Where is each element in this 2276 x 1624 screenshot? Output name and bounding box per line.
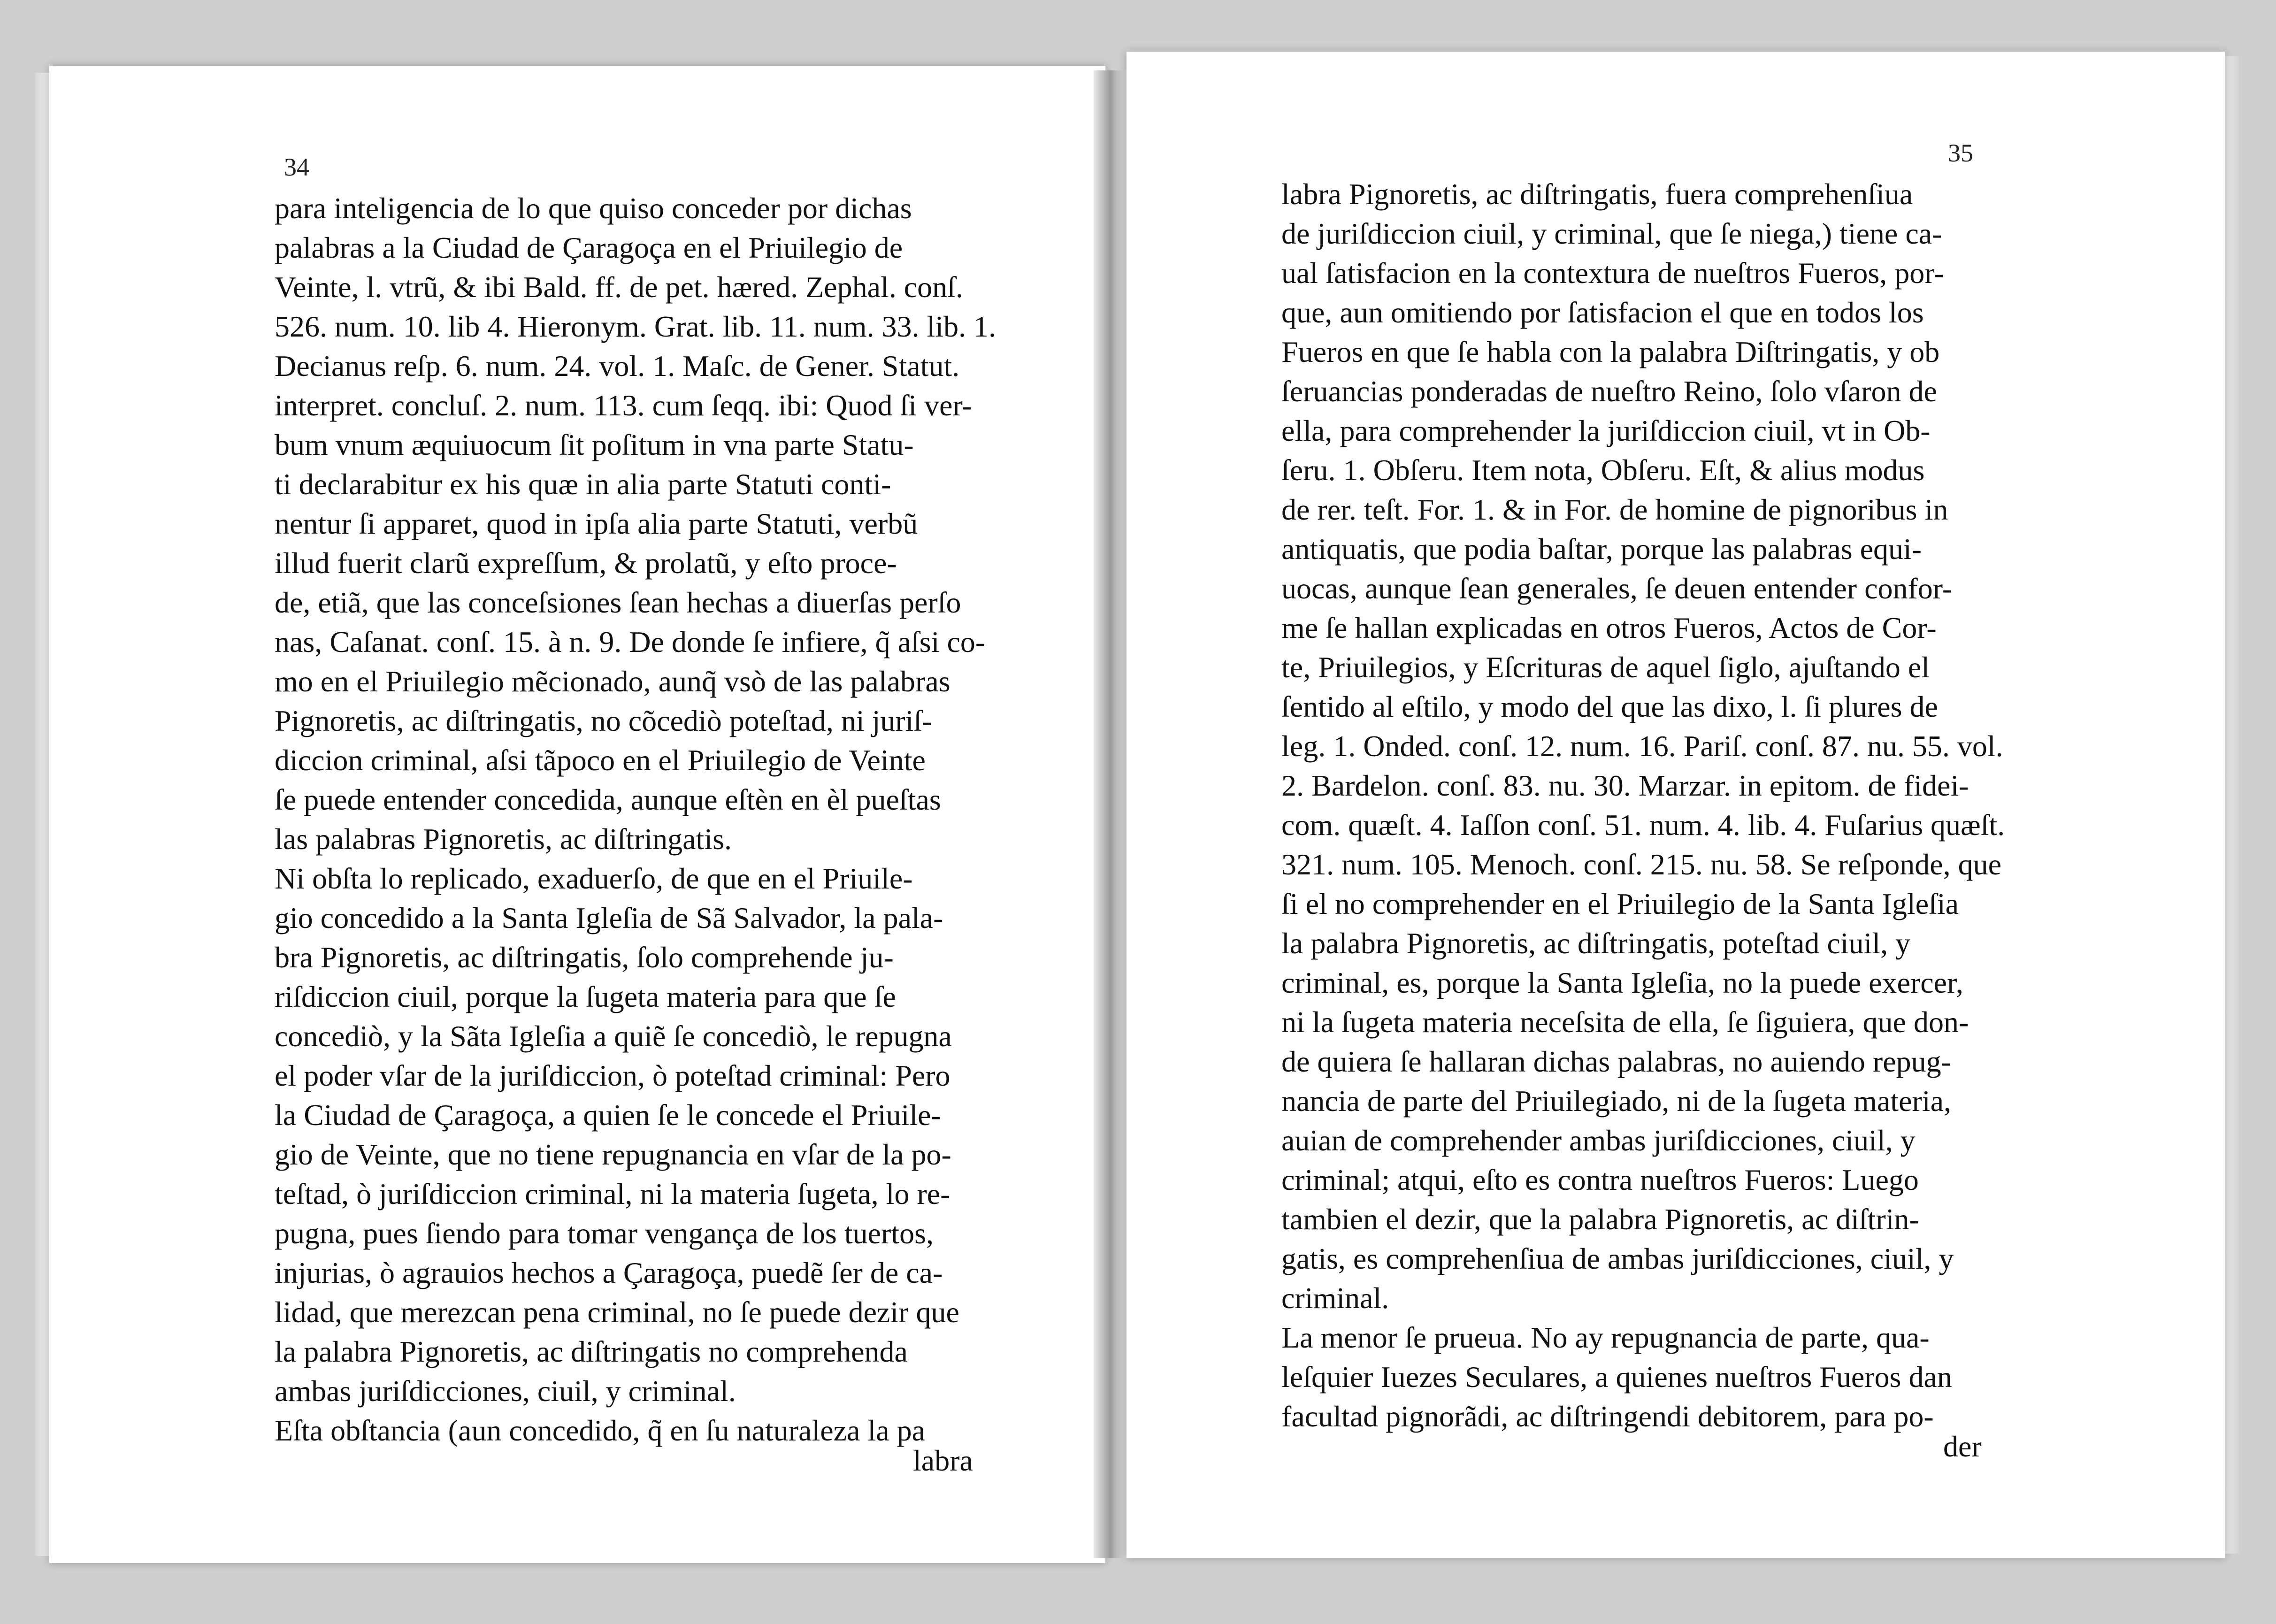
text-line: gio concedido a la Santa Igleſia de Sã Salvador, la pala- (275, 901, 943, 935)
text-line: criminal. (1281, 1281, 1389, 1315)
catchword-left: labra (913, 1444, 973, 1477)
text-line: te, Priuilegios, y Eſcrituras de aquel ſiglo, ajuſtando el (1281, 651, 1930, 684)
text-line: la palabra Pignoretis, ac diſtringatis, poteſtad ciuil, y (1281, 927, 1911, 960)
text-line: ti declarabitur ex his quæ in alia parte Statuti conti- (275, 467, 891, 501)
text-line: de juriſdiccion ciuil, y criminal, que ſe niega,) tiene ca- (1281, 217, 1942, 250)
text-line: de quiera ſe hallaran dichas palabras, no auiendo repug- (1281, 1045, 1951, 1078)
text-line: facultad pignorãdi, ac diſtringendi debitorem, para po- (1281, 1400, 1934, 1433)
text-line: injurias, ò agrauios hechos a Çaragoça, puedẽ ſer de ca- (275, 1256, 943, 1289)
text-line: illud fuerit clarũ expreſſum, & prolatũ, y eſto proce- (275, 546, 897, 580)
text-line: leſquier Iuezes Seculares, a quienes nueſtros Fueros dan (1281, 1360, 1952, 1394)
text-line: antiquatis, que podia baſtar, porque las palabras equi- (1281, 532, 1922, 566)
text-line: Eſta obſtancia (aun concedido, q̃ en ſu naturaleza la pa (275, 1414, 926, 1447)
left-page (49, 66, 1105, 1563)
text-line: bra Pignoretis, ac diſtringatis, ſolo comprehende ju- (275, 941, 894, 974)
text-line: La menor ſe prueua. No ay repugnancia de parte, qua- (1281, 1321, 1930, 1354)
text-line: ni la ſugeta materia neceſsita de ella, ſe ſiguiera, que don- (1281, 1005, 1969, 1039)
page-number-left: 34 (284, 153, 309, 181)
text-line: ſi el no comprehender en el Priuilegio de la Santa Igleſia (1281, 887, 1959, 920)
text-line: ſeru. 1. Obſeru. Item nota, Obſeru. Eſt, & alius modus (1281, 453, 1925, 487)
text-line: concediò, y la Sãta Igleſia a quiẽ ſe concediò, le repugna (275, 1019, 952, 1053)
text-line: criminal, es, porque la Santa Igleſia, no la puede exercer, (1281, 966, 1963, 999)
text-line: 526. num. 10. lib 4. Hieronym. Grat. lib. 11. num. 33. lib. 1. (275, 310, 996, 343)
text-line: nas, Caſanat. conſ. 15. à n. 9. De donde ſe infiere, q̃ aſsi co- (275, 625, 986, 659)
page-number-right: 35 (1948, 139, 1973, 167)
text-line: Pignoretis, ac diſtringatis, no cõcediò poteſtad, ni juriſ- (275, 704, 932, 737)
text-line: labra Pignoretis, ac diſtringatis, fuera comprehenſiua (1281, 177, 1913, 211)
text-line: criminal; atqui, eſto es contra nueſtros Fueros: Luego (1281, 1163, 1919, 1196)
text-line: tambien el dezir, que la palabra Pignoretis, ac diſtrin- (1281, 1203, 1919, 1236)
right-page-body (1281, 175, 2018, 1436)
text-line: ual ſatisfacion en la contextura de nueſtros Fueros, por- (1281, 256, 1944, 290)
left-page-body (275, 189, 1007, 1450)
text-line: pugna, pues ſiendo para tomar vengança de los tuertos, (275, 1217, 934, 1250)
text-line: teſtad, ò juriſdiccion criminal, ni la materia ſugeta, lo re- (275, 1177, 950, 1210)
text-line: auian de comprehender ambas juriſdicciones, ciuil, y (1281, 1124, 1916, 1157)
text-line: gio de Veinte, que no tiene repugnancia en vſar de la po- (275, 1138, 951, 1171)
text-line: ſentido al eſtilo, y modo del que las dixo, l. ſi plures de (1281, 690, 1938, 723)
text-line: gatis, es comprehenſiua de ambas juriſdicciones, ciuil, y (1281, 1242, 1954, 1275)
text-line: Veinte, l. vtrũ, & ibi Bald. ff. de pet. hæred. Zephal. conſ. (275, 270, 963, 304)
text-line: ſe puede entender concedida, aunque eſtèn en èl pueſtas (275, 783, 941, 816)
text-line: ella, para comprehender la juriſdiccion ciuil, vt in Ob- (1281, 414, 1931, 447)
text-line: diccion criminal, aſsi tãpoco en el Priuilegio de Veinte (275, 743, 926, 777)
right-page (1127, 52, 2225, 1558)
text-line: leg. 1. Onded. conſ. 12. num. 16. Pariſ. conſ. 87. nu. 55. vol. (1281, 729, 2003, 763)
text-line: de rer. teſt. For. 1. & in For. de homine de pignoribus in (1281, 493, 1948, 526)
text-line: 321. num. 105. Menoch. conſ. 215. nu. 58. Se reſponde, que (1281, 848, 2001, 881)
text-line: riſdiccion ciuil, porque la ſugeta materia para que ſe (275, 980, 896, 1013)
text-line: lidad, que merezcan pena criminal, no ſe puede dezir que (275, 1295, 959, 1329)
text-line: que, aun omitiendo por ſatisfacion el que en todos los (1281, 296, 1924, 329)
text-line: nancia de parte del Priuilegiado, ni de la ſugeta materia, (1281, 1084, 1951, 1118)
text-line: la palabra Pignoretis, ac diſtringatis no comprehenda (275, 1335, 908, 1368)
text-line: me ſe hallan explicadas en otros Fueros, Actos de Cor- (1281, 611, 1937, 644)
text-line: 2. Bardelon. conſ. 83. nu. 30. Marzar. in epitom. de fidei- (1281, 769, 1969, 802)
text-line: Ni obſta lo replicado, exaduerſo, de que en el Priuile- (275, 862, 913, 895)
text-line: ſeruancias ponderadas de nueſtro Reino, ſolo vſaron de (1281, 375, 1937, 408)
text-line: la Ciudad de Çaragoça, a quien ſe le concede el Priuile- (275, 1098, 941, 1132)
text-line: ambas juriſdicciones, ciuil, y criminal. (275, 1374, 736, 1408)
text-line: Decianus reſp. 6. num. 24. vol. 1. Maſc. de Gener. Statut. (275, 349, 960, 383)
text-line: palabras a la Ciudad de Çaragoça en el Priuilegio de (275, 231, 903, 264)
text-line: nentur ſi apparet, quod in ipſa alia parte Statuti, verbũ (275, 507, 918, 540)
text-line: mo en el Priuilegio mẽcionado, aunq̃ vsò de las palabras (275, 665, 950, 698)
text-line: Fueros en que ſe habla con la palabra Diſtringatis, y ob (1281, 335, 1940, 368)
text-line: uocas, aunque ſean generales, ſe deuen entender confor- (1281, 572, 1953, 605)
text-line: bum vnum æquiuocum ſit poſitum in vna parte Statu- (275, 428, 914, 461)
text-line: com. quæſt. 4. Iaſſon conſ. 51. num. 4. lib. 4. Fuſarius quæſt. (1281, 808, 2005, 842)
text-line: interpret. concluſ. 2. num. 113. cum ſeqq. ibi: Quod ſi ver- (275, 389, 972, 422)
catchword-right: der (1943, 1430, 1982, 1463)
text-line: para inteligencia de lo que quiso conceder por dichas (275, 192, 912, 225)
text-line: el poder vſar de la juriſdiccion, ò poteſtad criminal: Pero (275, 1059, 950, 1092)
text-line: las palabras Pignoretis, ac diſtringatis. (275, 822, 732, 856)
text-line: de, etiã, que las conceſsiones ſean hechas a diuerſas perſo (275, 586, 961, 619)
